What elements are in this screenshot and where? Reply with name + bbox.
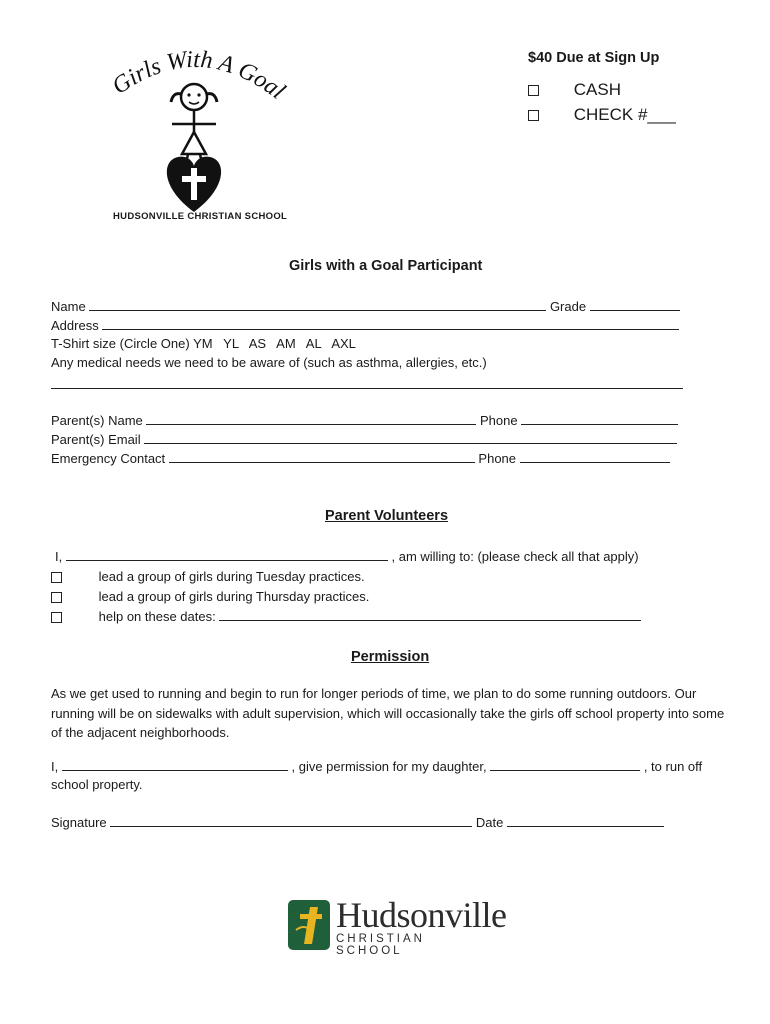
permission-paragraph: As we get used to running and begin to run for longer periods of time, we plan to do some running outdoors. Our running will be on sidewalks with adult supervision, which will occasionally take the girls off school property into some of the adjacent neighborhoods. — [51, 686, 725, 740]
tuesday-label: lead a group of girls during Tuesday practices. — [98, 569, 365, 584]
parent-email-row — [51, 431, 677, 447]
emergency-field[interactable] — [169, 450, 475, 463]
dates-field[interactable] — [219, 608, 641, 621]
volunteer-option-thursday[interactable] — [51, 589, 369, 604]
logo-sub: CHRISTIAN SCHOOL — [336, 933, 425, 957]
volunteer-intro-prefix: I, — [55, 549, 63, 564]
thursday-checkbox[interactable] — [51, 592, 62, 603]
parent-name-field[interactable] — [146, 412, 476, 425]
grade-label: Grade — [549, 299, 587, 314]
tuesday-checkbox[interactable] — [51, 572, 62, 583]
date-field[interactable] — [507, 814, 664, 827]
date-label: Date — [475, 815, 504, 830]
name-field[interactable] — [89, 298, 546, 311]
name-label: Name — [51, 299, 86, 314]
consent-suffix: , to run off — [643, 759, 703, 774]
signature-label: Signature — [51, 815, 107, 830]
permission-heading: Permission — [351, 649, 430, 665]
logo-school-label: HUDSONVILLE CHRISTIAN SCHOOL — [113, 211, 288, 222]
hudsonville-logo — [288, 895, 507, 957]
cash-checkbox[interactable] — [528, 85, 539, 96]
consent-prefix: I, — [51, 759, 59, 774]
emergency-label: Emergency Contact — [51, 451, 166, 466]
signature-field[interactable] — [110, 814, 472, 827]
address-label: Address — [51, 318, 99, 333]
medical-label: Any medical needs we need to be aware of (such as asthma, allergies, etc.) — [51, 355, 487, 370]
parent-name-label: Parent(s) Name — [51, 413, 143, 428]
phone2-field[interactable] — [520, 450, 670, 463]
svg-text:Girls With A Goal: Girls With A Goal — [107, 46, 290, 105]
tshirt-size: T-Shirt size (Circle One) YM YL AS AM AL AXL — [51, 336, 356, 351]
volunteer-intro — [55, 548, 639, 564]
address-row — [51, 317, 679, 333]
participant-heading: Girls with a Goal Participant — [289, 258, 483, 274]
dates-label: help on these dates: — [98, 609, 216, 624]
phone-label: Phone — [480, 413, 518, 428]
grade-field[interactable] — [590, 298, 680, 311]
parent-email-field[interactable] — [144, 431, 677, 444]
signature-row — [51, 814, 664, 830]
cash-label: CASH — [573, 80, 621, 99]
address-field[interactable] — [102, 317, 679, 330]
check-label: CHECK #___ — [573, 105, 676, 124]
thursday-label: lead a group of girls during Thursday practices. — [98, 589, 370, 604]
cash-option[interactable] — [528, 80, 621, 100]
consent-middle: , give permission for my daughter, — [291, 759, 487, 774]
volunteer-option-tuesday[interactable] — [51, 569, 365, 584]
volunteer-option-dates[interactable] — [51, 608, 641, 624]
girls-with-a-goal-logo — [100, 42, 290, 215]
parent-email-label: Parent(s) Email — [51, 432, 141, 447]
name-row — [51, 298, 680, 314]
daughter-field[interactable] — [490, 758, 640, 771]
check-checkbox[interactable] — [528, 110, 539, 121]
parent-name-row — [51, 412, 678, 428]
volunteers-heading: Parent Volunteers — [325, 508, 449, 524]
consent-row — [51, 758, 702, 774]
volunteer-intro-suffix: , am willing to: (please check all that apply) — [391, 549, 639, 564]
dates-checkbox[interactable] — [51, 612, 62, 623]
phone2-label: Phone — [478, 451, 517, 466]
check-option[interactable] — [528, 105, 676, 125]
consent-line2: school property. — [51, 777, 143, 792]
phone-field[interactable] — [521, 412, 678, 425]
fee-label: $40 Due at Sign Up — [528, 50, 660, 66]
volunteer-name-field[interactable] — [66, 548, 388, 561]
medical-field[interactable] — [51, 376, 683, 389]
parent-consent-field[interactable] — [62, 758, 288, 771]
emergency-row — [51, 450, 670, 466]
logo-name: Hudsonville — [336, 895, 507, 935]
medical-row — [51, 376, 683, 392]
hudsonville-emblem-icon — [288, 900, 330, 950]
